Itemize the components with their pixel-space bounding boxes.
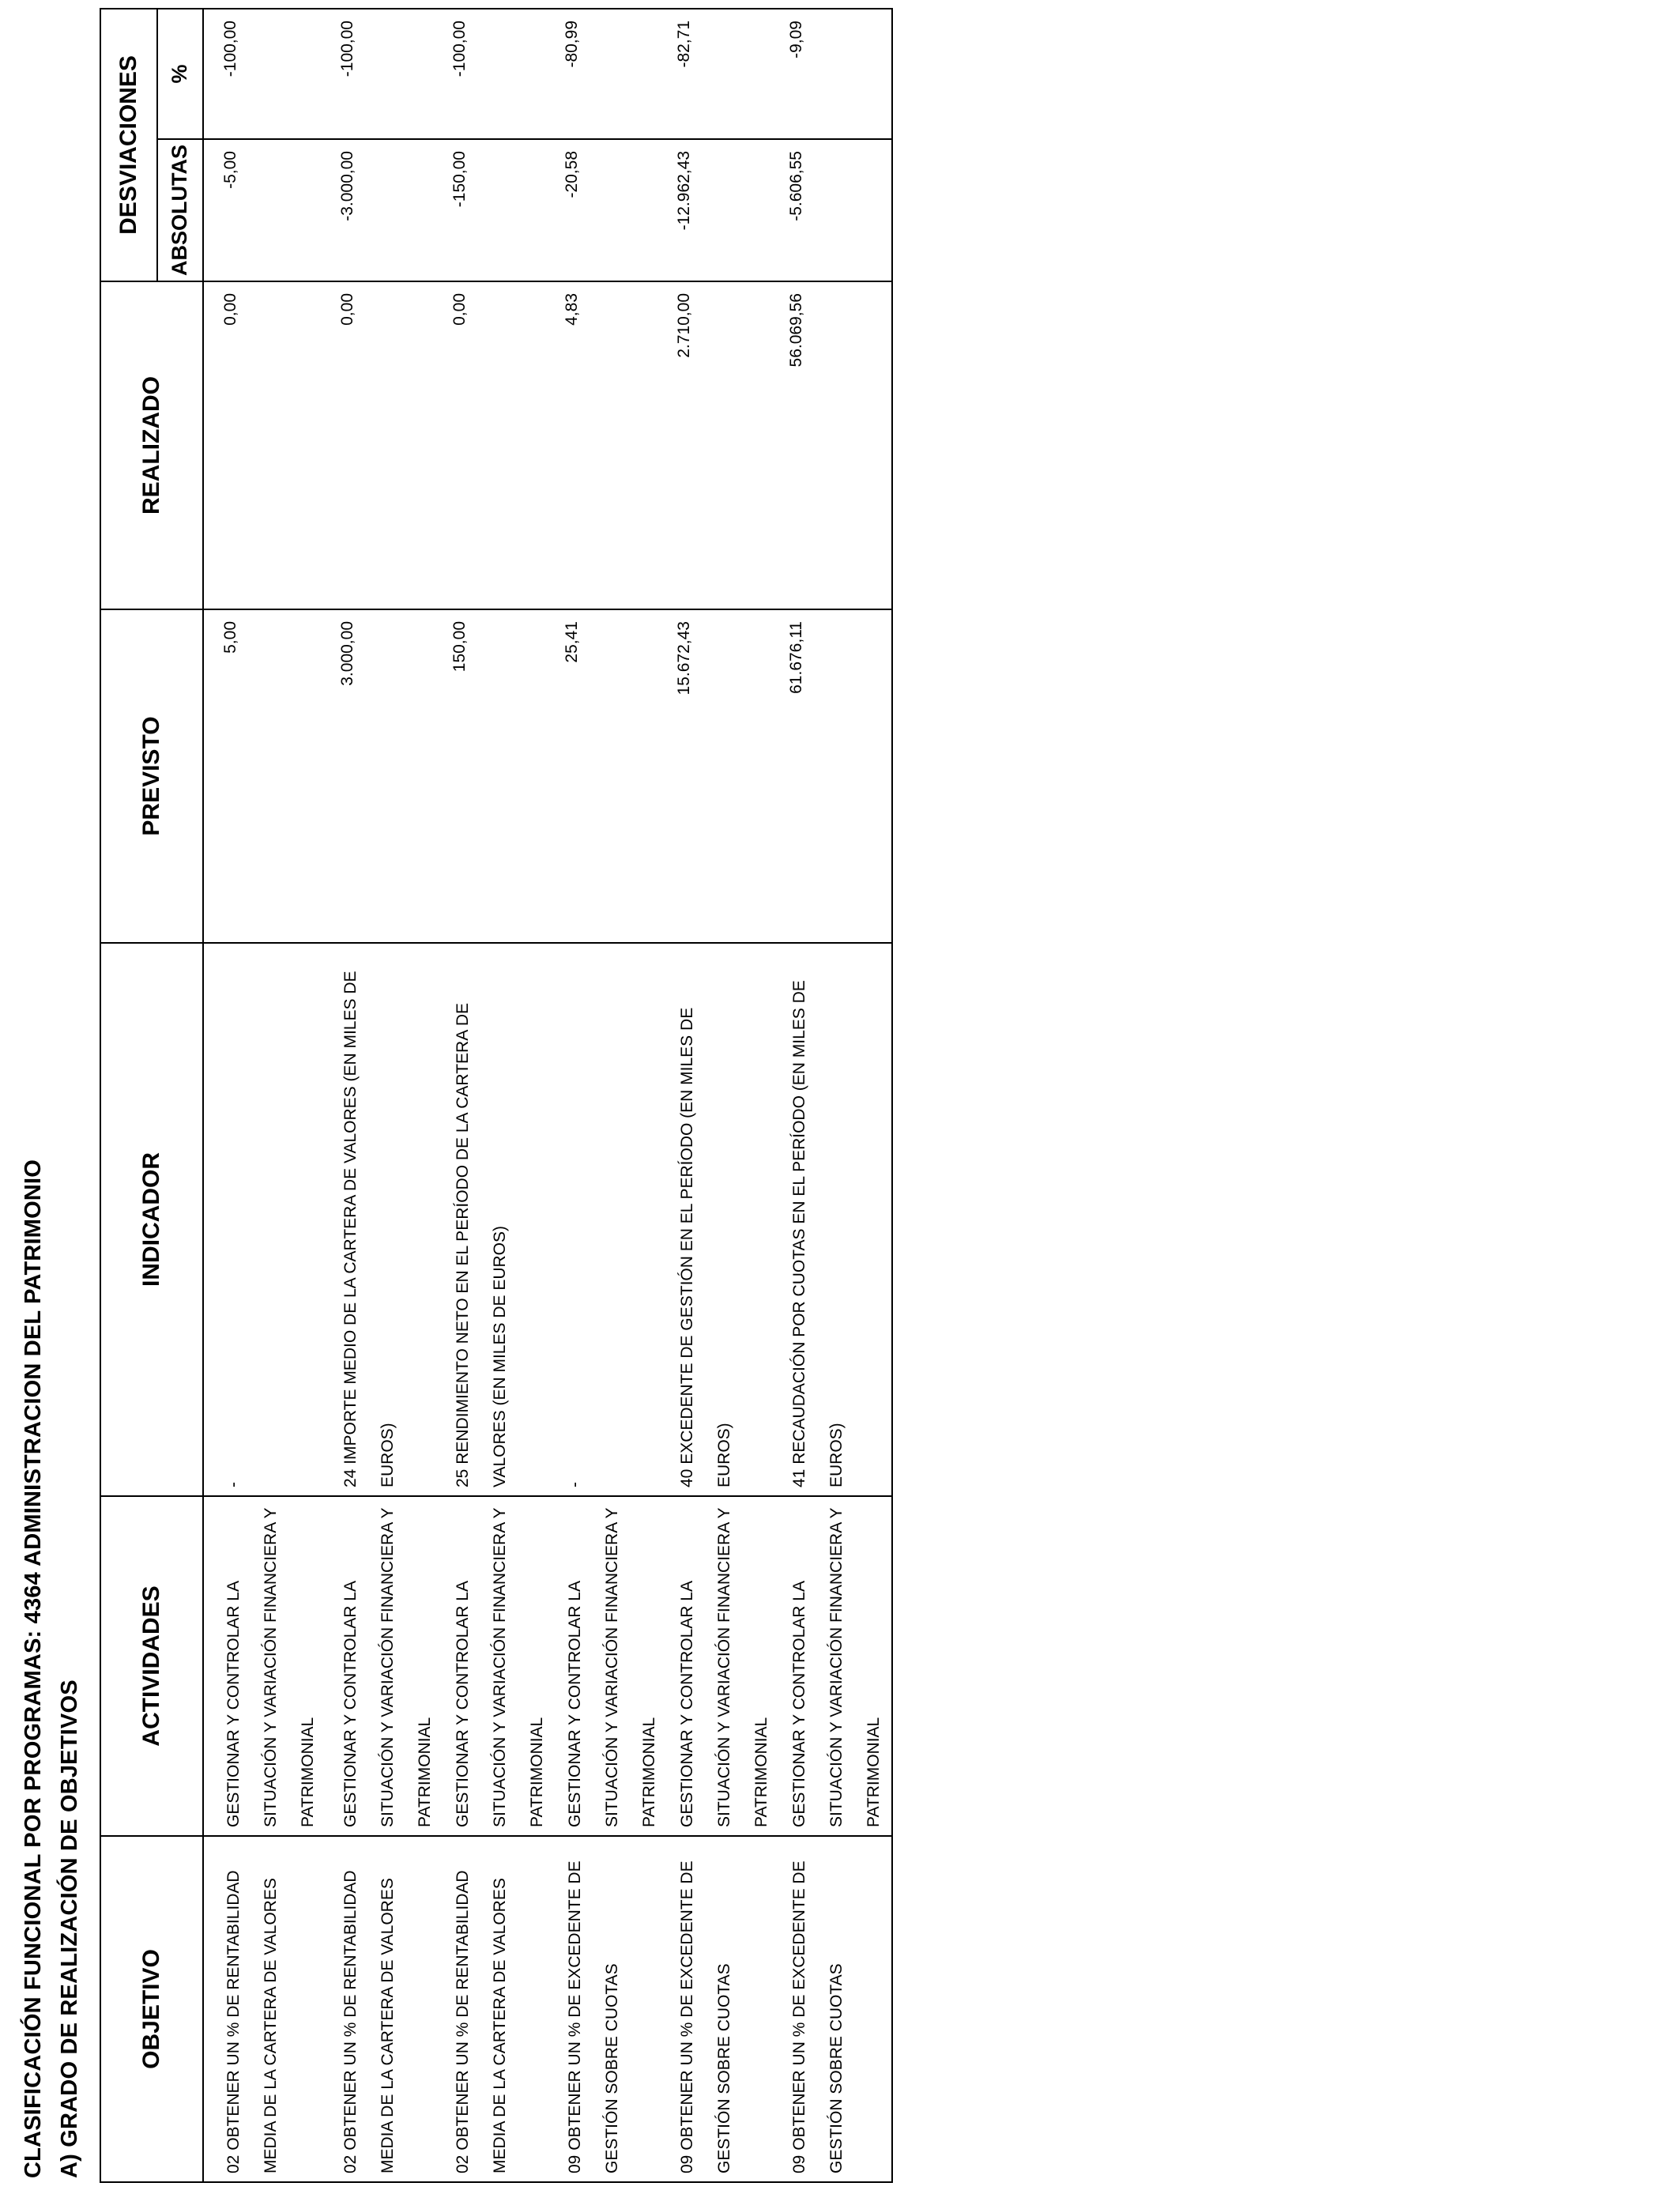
indicador-cell: 25 RENDIMIENTO NETO EN EL PERÍODO DE LA CARTERA DE VALORES (EN MILES DE EUROS)	[454, 1002, 509, 1487]
indicador-cell: -	[566, 1482, 584, 1487]
porcentaje-cell: -100,00	[450, 21, 469, 77]
objetivo-cell: 09 OBTENER UN % DE EXCEDENTE DE GESTIÓN SOBRE CUOTAS	[678, 1860, 733, 2173]
realizado-cell: 56.069,56	[787, 293, 805, 368]
realizado-cell: 0,00	[450, 293, 469, 326]
absolutas-cell: -12.962,43	[675, 151, 693, 231]
header-actividades: ACTIVIDADES	[100, 1496, 203, 1836]
previsto-cell: 3.000,00	[338, 621, 356, 686]
indicador-cell: -	[224, 1482, 243, 1487]
actividad-cell: GESTIONAR Y CONTROLAR LA SITUACIÓN Y VARIACIÓN FINANCIERA Y PATRIMONIAL	[224, 1507, 317, 1827]
absolutas-cell: -5,00	[221, 151, 239, 189]
absolutas-cell: -150,00	[450, 151, 469, 208]
previsto-column	[203, 609, 892, 943]
objetivo-cell: 09 OBTENER UN % DE EXCEDENTE DE GESTIÓN SOBRE CUOTAS	[566, 1860, 621, 2173]
indicador-cell: 40 EXCEDENTE DE GESTIÓN EN EL PERÍODO (EN MILES DE EUROS)	[678, 1007, 733, 1487]
porcentaje-cell: -100,00	[221, 21, 239, 77]
previsto-cell: 15.672,43	[675, 621, 693, 696]
header-objetivo: OBJETIVO	[100, 1836, 203, 2182]
objetivo-cell: 09 OBTENER UN % DE EXCEDENTE DE GESTIÓN SOBRE CUOTAS	[790, 1860, 846, 2173]
actividad-cell: GESTIONAR Y CONTROLAR LA SITUACIÓN Y VARIACIÓN FINANCIERA Y PATRIMONIAL	[566, 1507, 658, 1827]
porcentaje-column	[203, 9, 892, 139]
previsto-cell: 61.676,11	[787, 621, 805, 694]
indicador-cell: 24 IMPORTE MEDIO DE LA CARTERA DE VALORES (EN MILES DE EUROS)	[341, 971, 397, 1487]
objetivo-cell: 02 OBTENER UN % DE RENTABILIDAD MEDIA DE LA CARTERA DE VALORES	[341, 1870, 397, 2173]
actividad-cell: GESTIONAR Y CONTROLAR LA SITUACIÓN Y VARIACIÓN FINANCIERA Y PATRIMONIAL	[341, 1507, 434, 1827]
objetivo-column	[203, 1836, 892, 2182]
realizado-column	[203, 281, 892, 609]
actividad-cell: GESTIONAR Y CONTROLAR LA SITUACIÓN Y VARIACIÓN FINANCIERA Y PATRIMONIAL	[790, 1507, 883, 1827]
page-title: CLASIFICACIÓN FUNCIONAL POR PROGRAMAS: 4364 ADMINISTRACION DEL PATRIMONIO	[21, 1159, 46, 2178]
previsto-cell: 150,00	[450, 621, 469, 673]
header-indicador: INDICADOR	[100, 943, 203, 1496]
realizado-cell: 2.710,00	[675, 293, 693, 358]
objetivo-cell: 02 OBTENER UN % DE RENTABILIDAD MEDIA DE LA CARTERA DE VALORES	[454, 1870, 509, 2173]
porcentaje-cell: -82,71	[675, 21, 693, 68]
absolutas-column	[203, 139, 892, 281]
previsto-cell: 25,41	[563, 621, 581, 663]
previsto-cell: 5,00	[221, 621, 239, 654]
porcentaje-cell: -100,00	[338, 21, 356, 77]
realizado-cell: 4,83	[563, 293, 581, 326]
absolutas-cell: -3.000,00	[338, 151, 356, 221]
absolutas-cell: -20,58	[563, 151, 581, 198]
porcentaje-cell: -9,09	[787, 21, 805, 58]
porcentaje-cell: -80,99	[563, 21, 581, 68]
header-previsto: PREVISTO	[100, 609, 203, 943]
objectives-table	[100, 8, 893, 2183]
actividad-cell: GESTIONAR Y CONTROLAR LA SITUACIÓN Y VARIACIÓN FINANCIERA Y PATRIMONIAL	[678, 1507, 770, 1827]
realizado-cell: 0,00	[221, 293, 239, 326]
absolutas-cell: -5.606,55	[787, 151, 805, 221]
indicador-column	[203, 943, 892, 1496]
objetivo-cell: 02 OBTENER UN % DE RENTABILIDAD MEDIA DE LA CARTERA DE VALORES	[224, 1870, 280, 2173]
indicador-cell: 41 RECAUDACIÓN POR CUOTAS EN EL PERÍODO (EN MILES DE EUROS)	[790, 980, 846, 1487]
header-desviaciones: DESVIACIONES	[100, 9, 157, 281]
realizado-cell: 0,00	[338, 293, 356, 326]
header-realizado: REALIZADO	[100, 281, 203, 609]
actividades-column	[203, 1496, 892, 1836]
header-porcentaje: %	[157, 9, 204, 139]
section-subtitle: A) GRADO DE REALIZACIÓN DE OBJETIVOS	[57, 1679, 82, 2178]
header-absolutas: ABSOLUTAS	[157, 139, 204, 281]
actividad-cell: GESTIONAR Y CONTROLAR LA SITUACIÓN Y VARIACIÓN FINANCIERA Y PATRIMONIAL	[454, 1507, 546, 1827]
